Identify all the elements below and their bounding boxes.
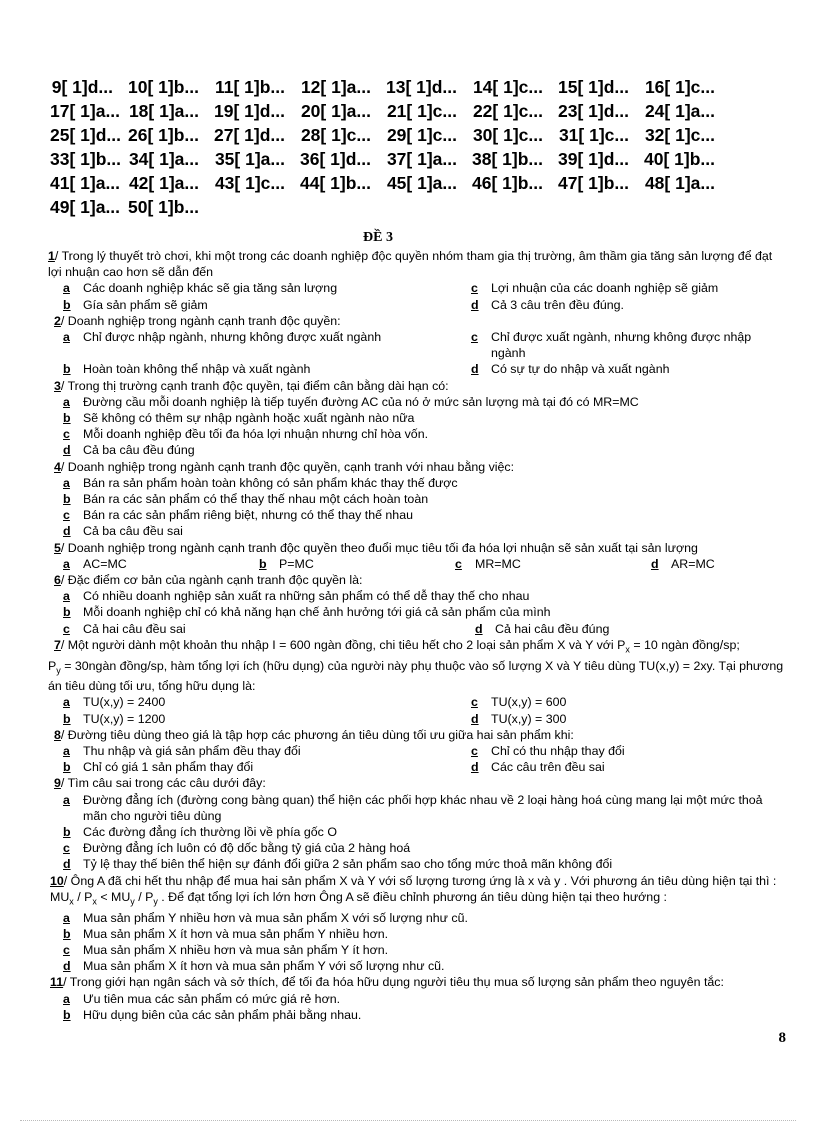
option-c: MR=MC <box>475 556 521 571</box>
question-text: / Một người dành một khoản thu nhập I = 600 ngàn đồng, chi tiêu hết cho 2 loại sản phẩm X và Y với P <box>60 637 626 652</box>
answer-key: 28[ 1]c... <box>300 125 371 145</box>
answer-key: 17[ 1]a... <box>50 101 121 121</box>
option-d: Cả 3 câu trên đều đúng. <box>491 297 624 312</box>
answer-key: 37[ 1]a... <box>386 149 457 169</box>
answer-key: 12[ 1]a... <box>300 77 371 97</box>
option-letter-c: c <box>63 942 70 957</box>
option-letter-d: d <box>63 524 71 539</box>
answer-key: 14[ 1]c... <box>472 77 543 97</box>
option-d: Các câu trên đều sai <box>491 760 605 775</box>
answer-key: 50[ 1]b... <box>128 197 199 217</box>
answer-key: 32[ 1]c... <box>644 125 715 145</box>
option-letter-b: b <box>259 556 267 571</box>
option-a: Có nhiều doanh nghiệp sản xuất ra những sản phẩm có thể dễ thay thế cho nhau <box>83 589 530 604</box>
option-letter-c: c <box>455 556 462 571</box>
option-b: Mỗi doanh nghiệp chỉ có khả năng hạn chế ảnh hưởng tới giá cả sản phẩm của mình <box>83 605 551 620</box>
option-c: TU(x,y) = 600 <box>491 695 567 710</box>
option-letter-c: c <box>471 330 478 345</box>
question-11 <box>48 974 788 1023</box>
option-letter-d: d <box>651 556 659 571</box>
option-a: Chỉ được nhập ngành, nhưng không được xuất ngành <box>83 330 382 345</box>
option-a: AC=MC <box>83 556 127 571</box>
question-9 <box>48 775 788 872</box>
answer-key: 23[ 1]d... <box>558 101 629 121</box>
answer-key: 11[ 1]b... <box>214 77 285 97</box>
option-letter-a: a <box>63 394 70 409</box>
question-text-2: = 10 ngàn đồng/sp; <box>629 637 740 652</box>
answer-key: 13[ 1]d... <box>386 77 457 97</box>
question-text-4: / P <box>134 889 154 904</box>
subscript: y <box>153 896 158 907</box>
question-number: 5 <box>54 540 61 555</box>
question-text-5: . Để đạt tổng lợi ích lớn hơn Ông A sẽ điều chỉnh phương án tiêu dùng hiện tại theo hướng : <box>157 889 667 904</box>
option-letter-a: a <box>63 991 70 1006</box>
answer-key-grid <box>50 75 780 219</box>
option-letter-d: d <box>63 443 71 458</box>
question-text: / Đặc điểm cơ bản của ngành cạnh tranh độc quyền là: <box>60 573 363 588</box>
question-text: / Tìm câu sai trong các câu dưới đây: <box>60 776 266 791</box>
option-letter-c: c <box>63 427 70 442</box>
option-c: Lợi nhuận của các doanh nghiệp sẽ giảm <box>491 281 719 296</box>
question-text-3: P <box>48 658 57 673</box>
answer-key: 21[ 1]c... <box>386 101 457 121</box>
question-list <box>48 248 788 1023</box>
option-letter-c: c <box>63 508 70 523</box>
option-c: Mỗi doanh nghiệp đều tối đa hóa lợi nhuận nhưng chỉ hòa vốn. <box>83 427 429 442</box>
option-d: Mua sản phẩm X ít hơn và mua sản phẩm Y với số lượng như cũ. <box>83 959 445 974</box>
option-b: Mua sản phẩm X ít hơn và mua sản phẩm Y nhiều hơn. <box>83 926 389 941</box>
answer-key: 38[ 1]b... <box>472 149 543 169</box>
option-letter-b: b <box>63 926 71 941</box>
option-letter-b: b <box>63 760 71 775</box>
option-letter-c: c <box>471 281 478 296</box>
option-letter-d: d <box>471 362 479 377</box>
answer-key: 10[ 1]b... <box>128 77 199 97</box>
option-b: Hữu dụng biên của các sản phẩm phải bằng nhau. <box>83 1007 362 1022</box>
option-d: Cả hai câu đều đúng <box>495 621 610 636</box>
option-b: Chỉ có giá 1 sản phẩm thay đổi <box>83 760 254 775</box>
answer-key: 46[ 1]b... <box>472 173 543 193</box>
answer-key: 30[ 1]c... <box>472 125 543 145</box>
question-7 <box>48 637 788 727</box>
question-number: 7 <box>54 637 61 652</box>
option-letter-b: b <box>63 411 71 426</box>
answer-key: 15[ 1]d... <box>558 77 629 97</box>
option-letter-a: a <box>63 556 70 571</box>
page-footer-divider <box>20 1120 796 1121</box>
option-b: TU(x,y) = 1200 <box>83 711 166 726</box>
option-letter-a: a <box>63 589 70 604</box>
option-letter-d: d <box>471 760 479 775</box>
question-text: / Đường tiêu dùng theo giá là tập hợp các phương án tiêu dùng tối ưu giữa hai sản phẩm khi: <box>60 727 574 742</box>
page-number: 8 <box>778 1030 786 1046</box>
question-3 <box>48 378 788 459</box>
option-letter-d: d <box>475 621 483 636</box>
question-8 <box>48 727 788 776</box>
question-4 <box>48 459 788 540</box>
option-letter-b: b <box>63 1007 71 1022</box>
question-text: / Trong thị trường cạnh tranh độc quyền, tại điểm cân bằng dài hạn có: <box>60 378 449 393</box>
option-b: Hoàn toàn không thể nhập và xuất ngành <box>83 362 311 377</box>
option-letter-b: b <box>63 825 71 840</box>
section-title: ĐỀ 3 <box>363 230 393 245</box>
option-c: Cả hai câu đều sai <box>83 621 186 636</box>
question-2 <box>48 313 788 378</box>
option-letter-d: d <box>471 297 479 312</box>
question-number: 1 <box>48 249 55 263</box>
answer-key-row <box>50 147 780 171</box>
option-letter-c: c <box>471 695 478 710</box>
answer-key: 44[ 1]b... <box>300 173 371 193</box>
answer-key: 35[ 1]a... <box>214 149 285 169</box>
answer-key: 49[ 1]a... <box>50 197 121 217</box>
option-d: Tỷ lệ thay thế biên thể hiện sự đánh đổi giữa 2 sản phẩm sao cho tổng mức thoả mãn không đổi <box>83 857 613 872</box>
option-c: Đường đẳng ích luôn có độ dốc bằng tỷ giá của 2 hàng hoá <box>83 841 411 856</box>
subscript-x: x <box>625 644 630 655</box>
subscript: y <box>130 896 135 907</box>
question-text-4: = 30ngàn đồng/sp, hàm tổng lợi ích (hữu dụng) của người này phụ thuộc vào số lượng X và Y tiêu dùng TU(x,y) = 2xy. Tại phương án tiêu dùng tối ưu, tổng hữu dụng là: <box>48 658 784 694</box>
answer-key: 29[ 1]c... <box>386 125 457 145</box>
option-b: Các đường đẳng ích thường lồi về phía gốc O <box>83 825 337 840</box>
question-text: / Ông A đã chi hết thu nhập để mua hai sản phẩm X và Y với số lượng tương ứng là x và y . Với phương án tiêu dùng hiện tại thì : MU <box>50 873 777 904</box>
option-a: Ưu tiên mua các sản phẩm có mức giá rẻ hơn. <box>83 991 341 1006</box>
answer-key: 42[ 1]a... <box>128 173 199 193</box>
answer-key: 9[ 1]d... <box>51 77 113 97</box>
option-d: AR=MC <box>671 556 715 571</box>
answer-key: 34[ 1]a... <box>128 149 199 169</box>
option-letter-a: a <box>63 910 70 925</box>
option-a: Thu nhập và giá sản phẩm đều thay đổi <box>83 744 301 759</box>
question-number: 10 <box>50 873 64 888</box>
option-letter-c: c <box>471 744 478 759</box>
question-6 <box>48 572 788 637</box>
answer-key: 27[ 1]d... <box>214 125 285 145</box>
question-number: 2 <box>54 313 61 328</box>
option-letter-d: d <box>63 857 71 872</box>
option-a: Các doanh nghiệp khác sẽ gia tăng sản lượng <box>83 281 338 296</box>
answer-key: 31[ 1]c... <box>558 125 629 145</box>
option-letter-b: b <box>63 711 71 726</box>
answer-key: 48[ 1]a... <box>644 173 715 193</box>
subscript: x <box>69 896 74 907</box>
option-c: Mua sản phẩm X nhiều hơn và mua sản phẩm Y ít hơn. <box>83 942 389 957</box>
question-text: / Trong giới hạn ngân sách và sở thích, để tối đa hóa hữu dụng người tiêu thụ mua số lượng sản phẩm theo nguyên tắc: <box>63 975 724 990</box>
option-a: TU(x,y) = 2400 <box>83 695 166 710</box>
answer-key: 20[ 1]a... <box>300 101 371 121</box>
answer-key: 41[ 1]a... <box>50 173 121 193</box>
option-b: Bán ra các sản phẩm có thể thay thế nhau một cách hoàn toàn <box>83 492 429 507</box>
option-letter-d: d <box>63 959 71 974</box>
question-text: / Doanh nghiệp trong ngành cạnh tranh độc quyền theo đuổi mục tiêu tối đa hóa lợi nhuận sẽ sản xuất tại sản lượng <box>60 540 698 555</box>
answer-key-row <box>50 75 780 99</box>
option-letter-a: a <box>63 475 70 490</box>
option-letter-b: b <box>63 297 71 312</box>
question-text: / Doanh nghiệp trong ngành cạnh tranh độc quyền, cạnh tranh với nhau bằng việc: <box>60 459 515 474</box>
option-a: Bán ra sản phẩm hoàn toàn không có sản phẩm khác thay thế được <box>83 475 458 490</box>
question-number: 3 <box>54 378 61 393</box>
option-letter-b: b <box>63 605 71 620</box>
question-5 <box>48 540 788 572</box>
answer-key: 18[ 1]a... <box>128 101 199 121</box>
question-text: / Trong lý thuyết trò chơi, khi một trong các doanh nghiệp độc quyền nhóm tham gia thị trường, âm thầm gia tăng sản lượng để đạt lợi nhuận cao hơn sẽ dẫn đến <box>48 249 773 280</box>
option-letter-d: d <box>471 711 479 726</box>
answer-key-row <box>50 171 780 195</box>
option-d: Có sự tự do nhập và xuất ngành <box>491 362 670 377</box>
option-b: Sẽ không có thêm sự nhập ngành hoặc xuất ngành nào nữa <box>83 411 415 426</box>
question-text-2: / P <box>73 889 93 904</box>
answer-key: 24[ 1]a... <box>644 101 715 121</box>
answer-key-row <box>50 99 780 123</box>
answer-key: 19[ 1]d... <box>214 101 285 121</box>
option-letter-c: c <box>63 621 70 636</box>
question-10 <box>48 873 788 975</box>
option-b: Gía sản phẩm sẽ giảm <box>83 297 208 312</box>
option-letter-b: b <box>63 362 71 377</box>
answer-key: 45[ 1]a... <box>386 173 457 193</box>
option-c: Chỉ được xuất ngành, nhưng không được nhập ngành <box>491 330 752 361</box>
option-d: Cả ba câu đều đúng <box>83 443 195 458</box>
subscript-y: y <box>56 665 61 676</box>
option-a: Mua sản phẩm Y nhiều hơn và mua sản phẩm X với số lượng như cũ. <box>83 910 468 925</box>
answer-key: 40[ 1]b... <box>644 149 715 169</box>
answer-key-row <box>50 123 780 147</box>
option-a: Đường cầu mỗi doanh nghiệp là tiếp tuyến đường AC của nó ở mức sản lượng mà tại đó có MR=MC <box>83 394 639 409</box>
option-b: P=MC <box>279 556 314 571</box>
question-text: / Doanh nghiệp trong ngành cạnh tranh độc quyền: <box>60 313 341 328</box>
answer-key: 47[ 1]b... <box>558 173 629 193</box>
option-letter-c: c <box>63 841 70 856</box>
option-letter-a: a <box>63 792 70 807</box>
question-text-3: < MU <box>96 889 131 904</box>
option-a: Đường đẳng ích (đường cong bàng quan) thể hiện các phối hợp khác nhau về 2 loại hàng hoá cùng mang lại một mức thoả mãn cho người tiêu dùng <box>83 792 763 823</box>
answer-key: 43[ 1]c... <box>214 173 285 193</box>
option-c: Bán ra các sản phẩm riêng biệt, nhưng có thể thay thế nhau <box>83 508 413 523</box>
option-letter-a: a <box>63 281 70 296</box>
option-letter-a: a <box>63 695 70 710</box>
question-number: 4 <box>54 459 61 474</box>
option-c: Chỉ có thu nhập thay đổi <box>491 744 625 759</box>
question-number: 11 <box>50 975 64 990</box>
answer-key: 33[ 1]b... <box>50 149 121 169</box>
option-letter-b: b <box>63 492 71 507</box>
question-number: 8 <box>54 727 61 742</box>
question-number: 9 <box>54 776 61 791</box>
answer-key: 16[ 1]c... <box>644 77 715 97</box>
option-letter-a: a <box>63 744 70 759</box>
answer-key: 26[ 1]b... <box>128 125 199 145</box>
answer-key: 25[ 1]d... <box>50 125 121 145</box>
option-d: TU(x,y) = 300 <box>491 711 567 726</box>
question-number: 6 <box>54 573 61 588</box>
option-d: Cả ba câu đều sai <box>83 524 183 539</box>
subscript: x <box>92 896 97 907</box>
answer-key: 22[ 1]c... <box>472 101 543 121</box>
option-letter-a: a <box>63 330 70 345</box>
answer-key-row <box>50 195 780 219</box>
answer-key: 36[ 1]d... <box>300 149 371 169</box>
answer-key: 39[ 1]d... <box>558 149 629 169</box>
question-1 <box>48 248 788 313</box>
